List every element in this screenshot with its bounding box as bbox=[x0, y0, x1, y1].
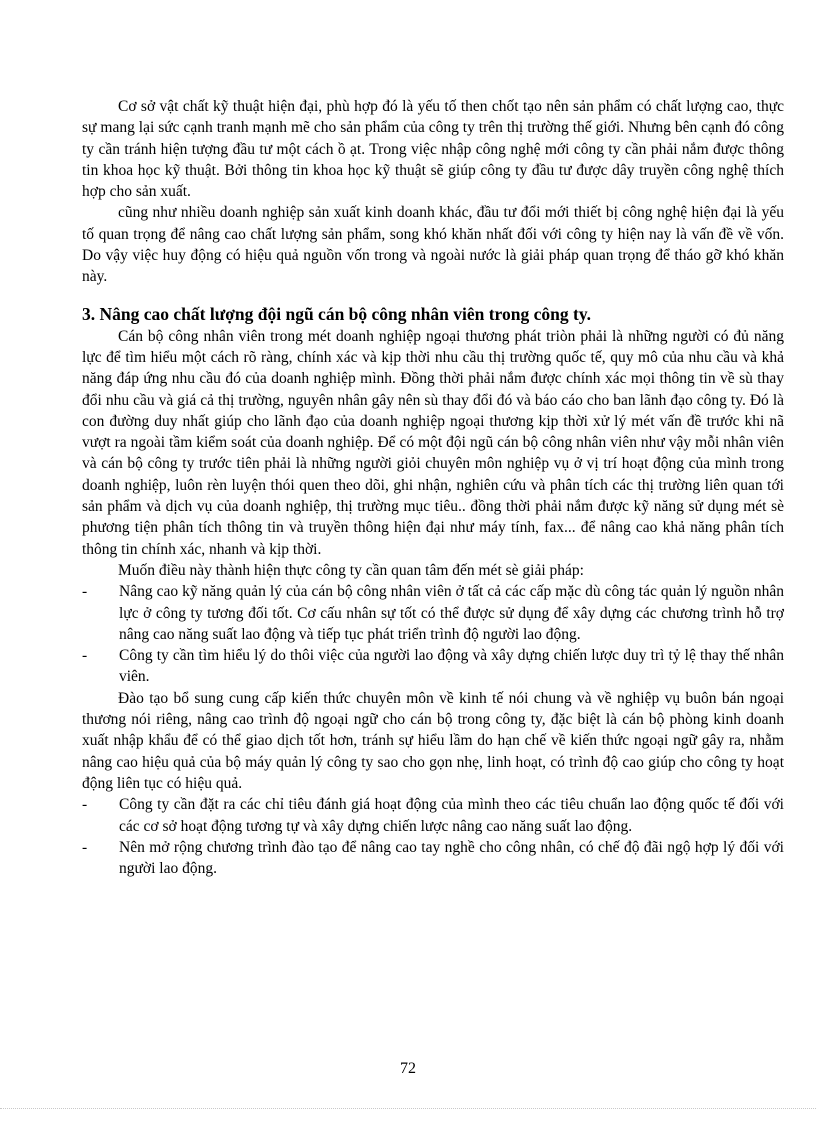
page-number: 72 bbox=[400, 1060, 416, 1077]
footer-divider bbox=[0, 1108, 816, 1109]
paragraph-capital: cũng như nhiều doanh nghiệp sản xuất kinh doanh khác, đầu tư đổi mới thiết bị công nghệ hiện đại là yếu tố quan trọng để nâng cao chất lượng sản phẩm, song khó khăn nhất đối với công ty hiện nay là vấn đề về vốn. Do vậy việc huy động có hiệu quả nguồn vốn trong và ngoài nước là giải pháp quan trọng để tháo gỡ khó khăn này. bbox=[82, 204, 784, 286]
list-item-text: Công ty cần tìm hiểu lý do thôi việc của người lao động và xây dựng chiến lược duy trì tỷ lệ thay thế nhân viên. bbox=[119, 647, 784, 686]
list-item bbox=[82, 645, 784, 688]
bullet-dash: - bbox=[82, 583, 88, 601]
list-item-text: Nên mở rộng chương trình đào tạo để nâng cao tay nghề cho công nhân, có chế độ đãi ngộ hợp lý đối với người lao động. bbox=[119, 838, 784, 878]
list-item bbox=[82, 581, 784, 645]
paragraph-training: Đào tạo bổ sung cung cấp kiến thức chuyên môn về kinh tế nói chung và về nghiệp vụ buôn bán ngoại thương nói riêng, nâng cao trình độ ngoại ngữ cho cán bộ trong công ty, đặc biệt là cán bộ phòng kinh doanh xuất nhập khẩu để có thể giao dịch tốt hơn, tránh sự hiểu lầm do hạn chế về kiến thức ngoại ngữ gây ra, nhằm nâng cao hiệu quả của bộ máy quản lý công ty sao cho gọn nhẹ, linh hoạt, có trình độ cao giúp cho công ty hoạt động liên tục có hiệu quả. bbox=[82, 689, 784, 792]
bullet-dash: - bbox=[82, 647, 88, 665]
list-item bbox=[82, 794, 784, 837]
section-heading: 3. Nâng cao chất lượng đội ngũ cán bộ công nhân viên trong công ty. bbox=[82, 303, 591, 324]
paragraph-solutions-intro: Muốn điều này thành hiện thực công ty cần quan tâm đến mét sè giải pháp: bbox=[118, 561, 584, 579]
bullet-dash: - bbox=[82, 838, 88, 856]
list-item-text: Nâng cao kỹ năng quản lý của cán bộ công nhân viên ở tất cả các cấp mặc dù công tác quản lý nguồn nhân lực ở công ty tương đối tốt. Cơ cấu nhân sự tốt có thể được sử dụng để xây dựng các chương trình hỗ trợ nâng cao năng suất lao động và tiếp tục phát triển trình độ người lao động. bbox=[119, 583, 784, 643]
paragraph-facilities: Cơ sở vật chất kỹ thuật hiện đại, phù hợp đó là yếu tố then chốt tạo nên sản phẩm có chất lượng cao, thực sự mang lại sức cạnh tranh mạnh mẽ cho sản phẩm của công ty trên thị trường thế giới. Nhưng bên cạnh đó công ty cần tránh hiện tượng đầu tư một cách ồ ạt. Trong việc nhập công nghệ mới công ty cần phải nắm được thông tin khoa học kỹ thuật. Bởi thông tin khoa học kỹ thuật sẽ giúp công ty đầu tư được dây truyền công nghệ thích hợp cho sản xuất. bbox=[82, 98, 784, 201]
page-content bbox=[82, 96, 784, 879]
bullet-dash: - bbox=[82, 796, 88, 814]
list-item bbox=[82, 837, 784, 880]
list-item-text: Công ty cần đặt ra các chỉ tiêu đánh giá hoạt động của mình theo các tiêu chuẩn lao động quốc tế đối với các cơ sở hoạt động tương tự và xây dựng chiến lược nâng cao năng suất lao động. bbox=[119, 796, 784, 835]
paragraph-staff-quality: Cán bộ công nhân viên trong mét doanh nghiệp ngoại thương phát triòn phải là những người có đủ năng lực để tìm hiểu một cách rõ ràng, chính xác và kịp thời nhu cầu thị trường quốc tế, quy mô của nhu cầu và khả năng đáp ứng nhu cầu đó của doanh nghiệp mình. Đồng thời phải nắm được chính xác mọi thông tin về sù thay đổi nhu cầu và giá cả thị trường, nguyên nhân gây nên sù thay đổi đó và báo cáo cho ban lãnh đạo công ty. Đó là con đường duy nhất giúp cho lãnh đạo của doanh nghiệp ngoại thương kịp thời xử lý mét vấn đề trước khi nã vượt ra ngoài tầm kiểm soát của doanh nghiệp. Để có một đội ngũ cán bộ công nhân viên như vậy mỗi nhân viên và cán bộ công ty trước tiên phải là những người giỏi chuyên môn nghiệp vụ ở vị trí hoạt động của mình trong doanh nghiệp, luôn rèn luyện thói quen theo dõi, ghi nhận, nghiên cứu và phân tích các thị trường liên quan tới sản phẩm và dịch vụ của doanh nghiệp, thị trường mục tiêu.. đồng thời phải nắm được kỹ năng sử dụng mét sè phương tiện phân tích thông tin và truyền thông hiện đại như máy tính, fax... để nâng cao khả năng phân tích thông tin chính xác, nhanh và kịp thời. bbox=[82, 327, 784, 558]
